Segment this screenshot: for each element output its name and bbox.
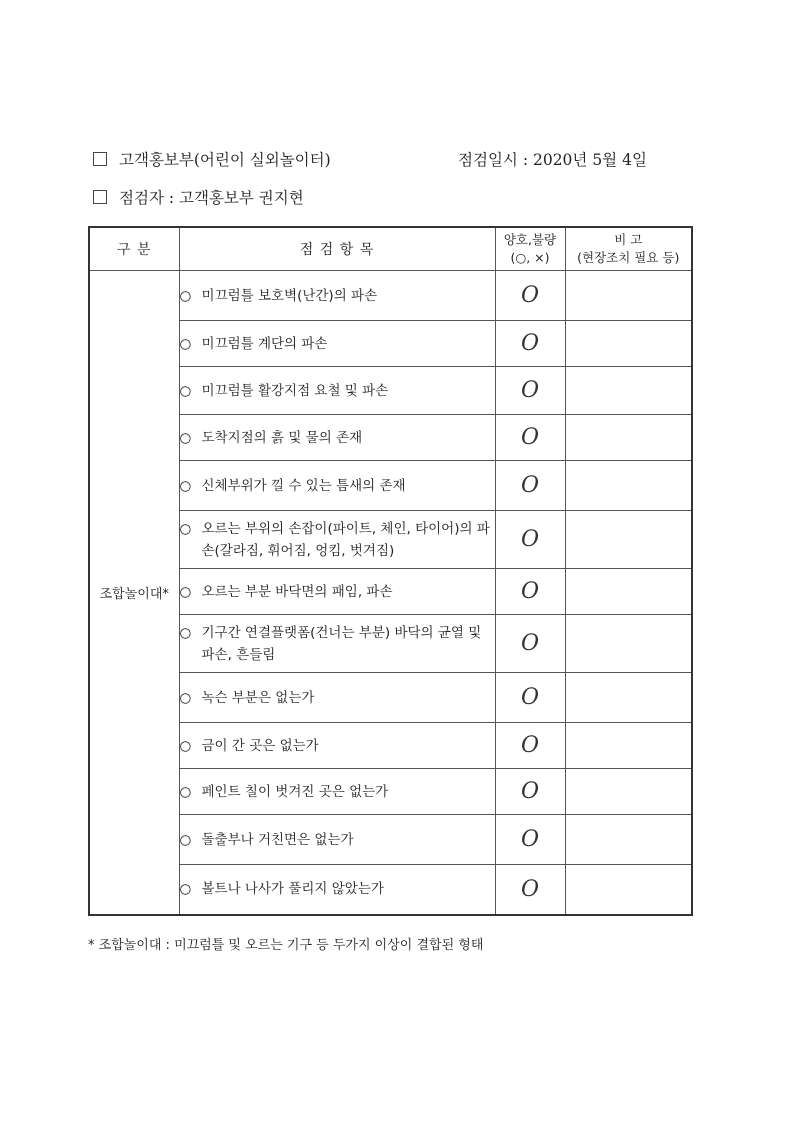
header-result-line2: (○, ×)	[510, 250, 550, 265]
result-mark: O	[495, 769, 565, 815]
table-row	[89, 569, 692, 615]
inspector-label: 점검자 : 고객홍보부 권지현	[119, 189, 304, 207]
result-mark: O	[495, 615, 565, 673]
bullet-icon: ○	[179, 881, 192, 898]
header-category: 구 분	[89, 227, 179, 271]
check-item	[179, 367, 495, 415]
bullet-icon: ○	[179, 689, 192, 706]
check-item-text: 오르는 부분 바닥면의 패임, 파손	[201, 583, 393, 600]
note-cell	[565, 271, 692, 321]
bullet-icon: ○	[179, 287, 192, 304]
note-cell	[565, 511, 692, 569]
category-cell: 조합놀이대*	[89, 271, 179, 915]
bullet-icon: ○	[179, 335, 192, 352]
bullet-icon: ○	[179, 831, 192, 848]
check-item-text: 미끄럼틀 보호벽(난간)의 파손	[201, 287, 378, 304]
header-note-line2: (현장조치 필요 등)	[577, 250, 680, 265]
header-note	[565, 227, 692, 271]
table-row	[89, 461, 692, 511]
note-cell	[565, 569, 692, 615]
bullet-icon: ○	[179, 382, 192, 399]
check-item	[179, 415, 495, 461]
check-item	[179, 769, 495, 815]
check-item	[179, 615, 495, 673]
bullet-icon: ○	[179, 624, 192, 641]
check-item-text: 도착지점의 흙 및 물의 존재	[201, 429, 363, 446]
check-item	[179, 673, 495, 723]
note-cell	[565, 769, 692, 815]
check-item-text: 미끄럼틀 활강지점 요철 및 파손	[201, 382, 389, 399]
note-cell	[565, 673, 692, 723]
check-item	[179, 569, 495, 615]
checkbox-icon	[93, 152, 107, 166]
check-item-text: 신체부위가 낄 수 있는 틈새의 존재	[201, 477, 406, 494]
check-item-text: 기구간 연결플랫폼(건너는 부분) 바닥의 균열 및 파손, 흔들림	[201, 624, 482, 663]
note-cell	[565, 815, 692, 865]
table-row	[89, 769, 692, 815]
table-row	[89, 673, 692, 723]
bullet-icon: ○	[179, 477, 192, 494]
header-items: 점 검 항 목	[179, 227, 495, 271]
result-mark: O	[495, 865, 565, 915]
check-item	[179, 865, 495, 915]
result-mark: O	[495, 511, 565, 569]
note-cell	[565, 367, 692, 415]
check-item-text: 볼트나 나사가 풀리지 않았는가	[201, 881, 384, 898]
header-result-line1: 양호,불량	[503, 232, 557, 247]
result-mark: O	[495, 673, 565, 723]
note-cell	[565, 321, 692, 367]
check-item	[179, 723, 495, 769]
note-cell	[565, 615, 692, 673]
bullet-icon: ○	[179, 583, 192, 600]
header-line-1	[93, 148, 331, 170]
table-row	[89, 865, 692, 915]
checkbox-icon	[93, 190, 107, 204]
note-cell	[565, 865, 692, 915]
note-cell	[565, 723, 692, 769]
check-item-text: 돌출부나 거친면은 없는가	[201, 831, 354, 848]
result-mark: O	[495, 271, 565, 321]
table-row	[89, 511, 692, 569]
inspection-date: 점검일시 : 2020년 5월 4일	[458, 151, 647, 169]
bullet-icon: ○	[179, 520, 192, 537]
result-mark: O	[495, 367, 565, 415]
table-row	[89, 415, 692, 461]
header-result	[495, 227, 565, 271]
inspection-table	[88, 226, 693, 916]
check-item	[179, 511, 495, 569]
check-item-text: 오르는 부위의 손잡이(파이트, 체인, 타이어)의 파손(갈라짐, 휘어짐, 엉킴, 벗겨짐)	[201, 520, 490, 559]
result-mark: O	[495, 415, 565, 461]
department-label: 고객홍보부(어린이 실외놀이터)	[119, 151, 331, 169]
check-item	[179, 815, 495, 865]
check-item	[179, 321, 495, 367]
result-mark: O	[495, 723, 565, 769]
check-item-text: 녹슨 부분은 없는가	[201, 689, 315, 706]
header-line-2	[93, 186, 304, 208]
check-item	[179, 271, 495, 321]
check-item	[179, 461, 495, 511]
footnote: * 조합놀이대 : 미끄럼틀 및 오르는 기구 등 두가지 이상이 결합된 형태	[88, 938, 484, 953]
table-row	[89, 271, 692, 321]
table-row	[89, 367, 692, 415]
note-cell	[565, 415, 692, 461]
table-row	[89, 815, 692, 865]
bullet-icon: ○	[179, 783, 192, 800]
header-note-line1: 비 고	[614, 232, 643, 247]
table-row	[89, 321, 692, 367]
check-item-text: 금이 간 곳은 없는가	[201, 737, 319, 754]
table-row	[89, 723, 692, 769]
table-header-row	[89, 227, 692, 271]
check-item-text: 페인트 칠이 벗겨진 곳은 없는가	[201, 783, 389, 800]
table-row	[89, 615, 692, 673]
result-mark: O	[495, 461, 565, 511]
note-cell	[565, 461, 692, 511]
check-item-text: 미끄럼틀 계단의 파손	[201, 335, 328, 352]
result-mark: O	[495, 569, 565, 615]
bullet-icon: ○	[179, 737, 192, 754]
result-mark: O	[495, 815, 565, 865]
bullet-icon: ○	[179, 429, 192, 446]
result-mark: O	[495, 321, 565, 367]
